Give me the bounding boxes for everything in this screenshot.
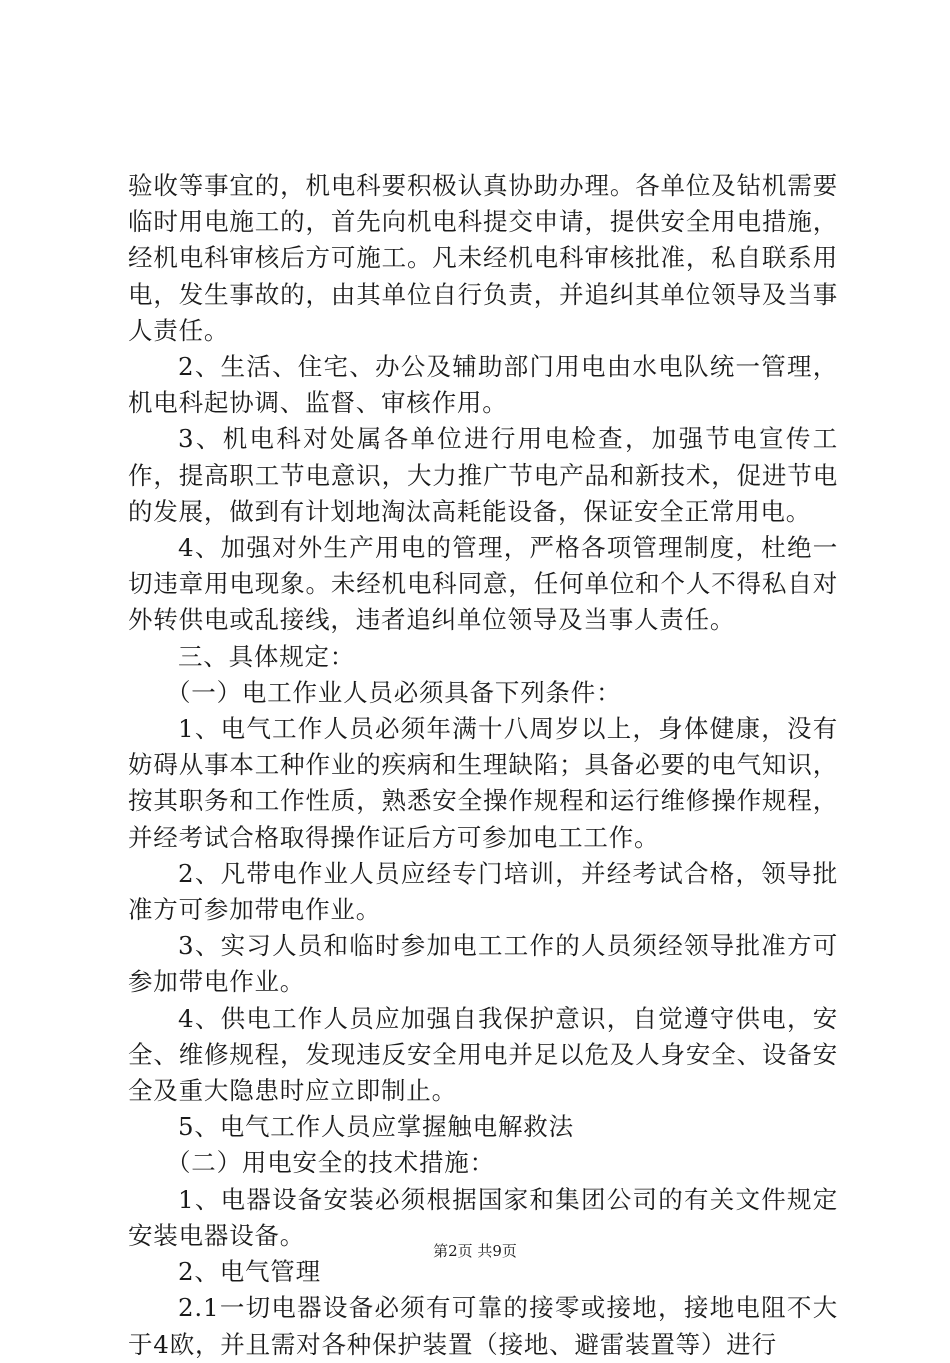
page-footer: 第2页 共9页 — [433, 1242, 517, 1260]
paragraph-item-3: 3、机电科对处属各单位进行用电检查，加强节电宣传工作，提高职工节电意识，大力推广节电产品和新技术，促进节电的发展，做到有计划地淘汰高耗能设备，保证安全正常用电。 — [128, 424, 838, 526]
paragraph-condition-3: 3、实习人员和临时参加电工工作的人员须经领导批准方可参加带电作业。 — [128, 931, 838, 997]
paragraph-condition-5: 5、电气工作人员应掌握触电解救法 — [178, 1112, 574, 1142]
paragraph-measure-1: 1、电器设备安装必须根据国家和集团公司的有关文件规定安装电器设备。 — [128, 1184, 838, 1250]
paragraph-condition-1: 1、电气工作人员必须年满十八周岁以上，身体健康，没有妨碍从事本工种作业的疾病和生理缺陷；具备必要的电气知识，按其职务和工作性质，熟悉安全操作规程和运行维修操作规程，并经考试合格取得操作证后方可参加电工工作。 — [128, 714, 838, 852]
paragraph-measure-2-1: 2.1一切电器设备必须有可靠的接零或接地，接地电阻不大于4欧，并且需对各种保护装置（接地、避雷装置等）进行 — [128, 1293, 838, 1359]
paragraph-condition-4: 4、供电工作人员应加强自我保护意识，自觉遵守供电，安全、维修规程，发现违反安全用电并足以危及人身安全、设备安全及重大隐患时应立即制止。 — [128, 1003, 838, 1106]
section-heading-3: 三、具体规定： — [178, 641, 356, 671]
subsection-heading-1: （一）电工作业人员必须具备下列条件： — [166, 677, 622, 707]
paragraph-condition-2: 2、凡带电作业人员应经专门培训，并经考试合格，领导批准方可参加带电作业。 — [128, 858, 838, 925]
paragraph-continuation: 验收等事宜的，机电科要积极认真协助办理。各单位及钻机需要临时用电施工的，首先向机电科提交申请，提供安全用电措施，经机电科审核后方可施工。凡未经机电科审核批准，私自联系用电，发生事故的，由其单位自行负责，并追纠其单位领导及当事人责任。 — [128, 171, 838, 345]
paragraph-measure-2: 2、电气管理 — [178, 1257, 321, 1287]
document-body — [128, 168, 838, 1363]
paragraph-item-2: 2、生活、住宅、办公及辅助部门用电由水电队统一管理，机电科起协调、监督、审核作用。 — [128, 352, 838, 418]
subsection-heading-2: （二）用电安全的技术措施： — [166, 1148, 495, 1178]
paragraph-item-4: 4、加强对外生产用电的管理，严格各项管理制度，杜绝一切违章用电现象。未经机电科同意，任何单位和个人不得私自对外转供电或乱接线，违者追纠单位领导及当事人责任。 — [128, 533, 838, 635]
